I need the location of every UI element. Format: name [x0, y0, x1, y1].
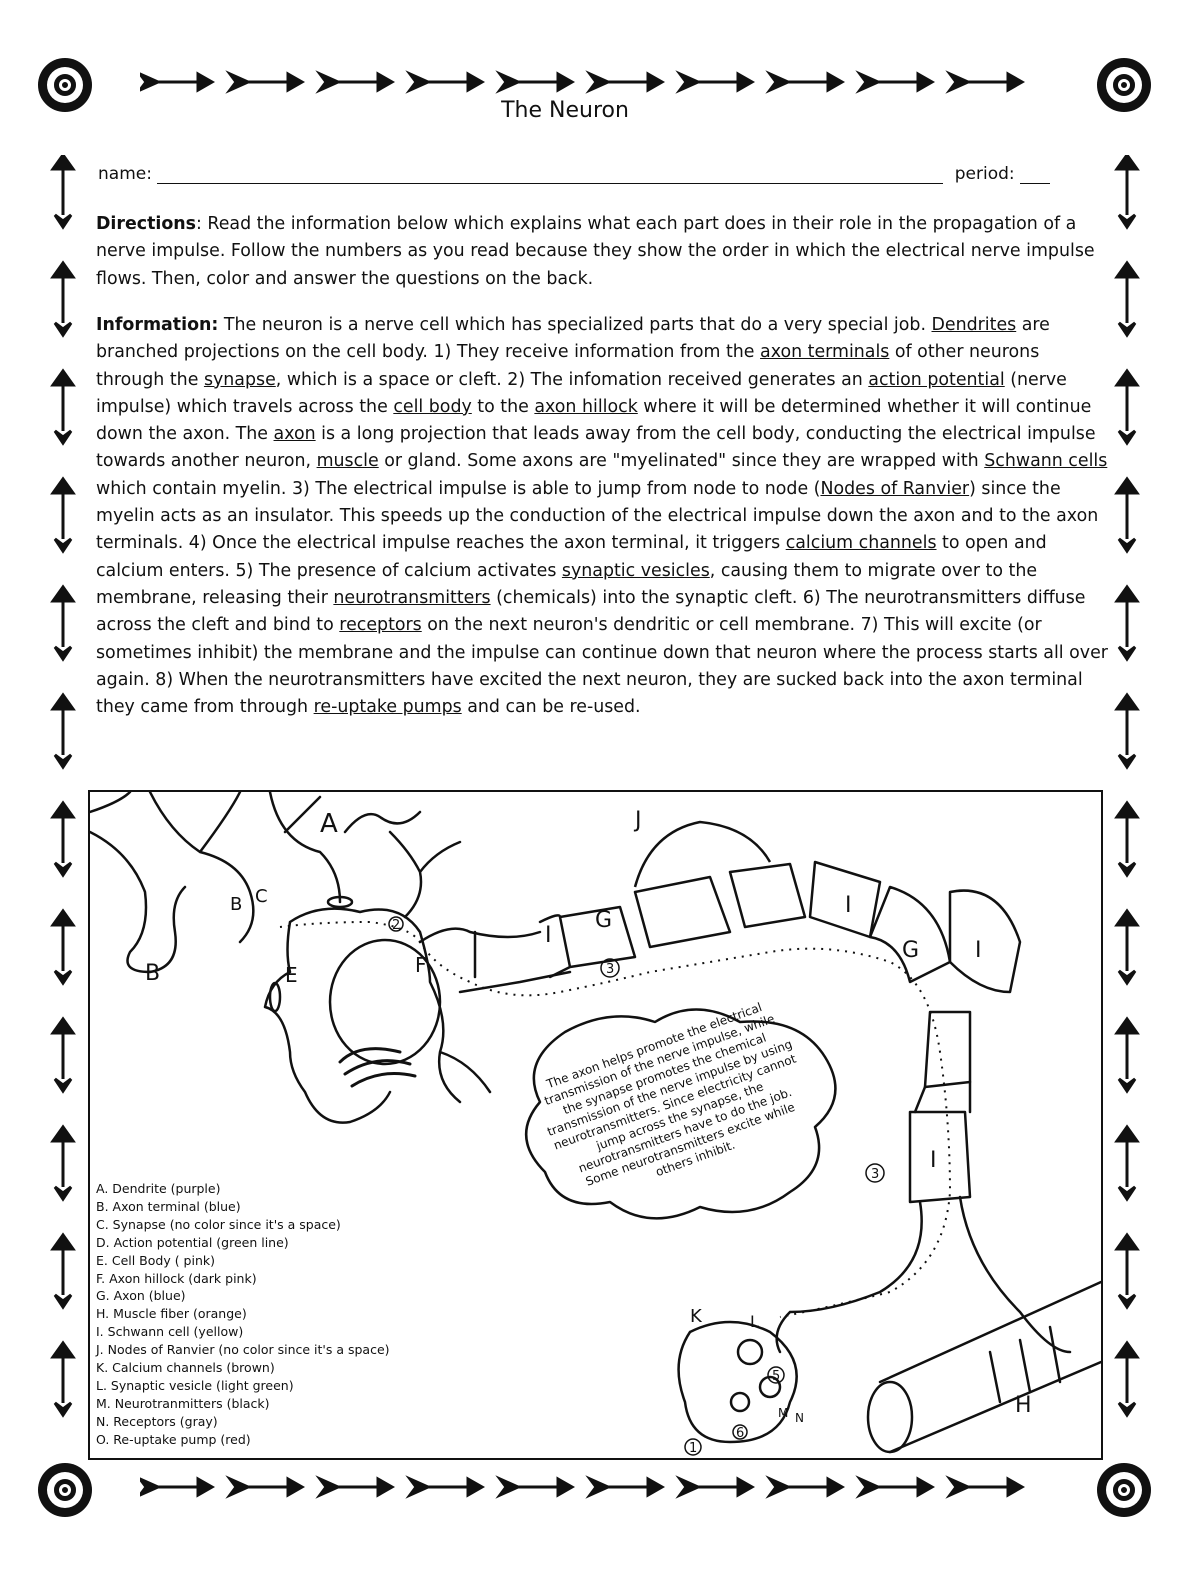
information-text-segment: on the next neuron's dendritic or cell membrane. 7) This will excite (or sometimes inhibit) the membrane and the impulse can continue down that neuron where the process starts all over again. 8) When the neurotransmitters have excited the next neuron, they are sucked back into the axon terminal they came from through: [96, 615, 1108, 718]
arrow-icon: [53, 1019, 73, 1091]
arrow-icon: [1117, 1343, 1137, 1415]
key-term: re-uptake pumps: [313, 697, 462, 718]
dendrite-branch: [285, 797, 460, 917]
arrow-border-right: [1112, 155, 1142, 1455]
schwann-cell: [910, 1112, 970, 1202]
information-text-segment: which contain myelin. 3) The electrical impulse is able to jump from node to node (: [96, 478, 821, 499]
period-field[interactable]: [1020, 165, 1050, 184]
arrow-icon: [950, 74, 1022, 90]
information-paragraph: [96, 312, 1112, 721]
arrow-icon: [53, 587, 73, 659]
information-text-segment: of other neurons through the: [96, 342, 1040, 390]
page-title: The Neuron: [501, 98, 629, 123]
diagram-label-i3: I: [975, 938, 982, 963]
information-text-segment: The neuron is a nerve cell which has specialized parts that do a very special job.: [218, 315, 932, 335]
legend-item: I. Schwann cell (yellow): [96, 1324, 244, 1340]
information-text-segment: , which is a space or cleft. 2) The infomation received generates an: [275, 369, 869, 390]
key-term: synapse: [203, 369, 276, 390]
diagram-number-3b: 3: [871, 1167, 880, 1182]
period-label: period:: [954, 164, 1015, 184]
diagram-label-g2: G: [902, 938, 920, 963]
bubble-text: The axon helps promote the electrical transmission of the nerve impulse, while the synapse promotes the chemical transmission of the nerve impulse by using neurotransmitters. Since electricity cannot jump across the synapse, the neurotransmitters have to do the job. Some neurotransmitters excite while others inhibit.: [542, 1000, 798, 1189]
legend-item: F. Axon hillock (dark pink): [96, 1270, 257, 1286]
arrow-icon: [770, 1479, 842, 1495]
key-term: calcium channels: [785, 533, 937, 554]
information-text-segment: to the: [471, 396, 535, 417]
arrow-icon: [1117, 911, 1137, 983]
arrow-icon: [230, 74, 302, 90]
diagram-label-c: C: [255, 886, 268, 907]
diagram-label-g1: G: [595, 908, 613, 933]
information-text-segment: is a long projection that leads away from the cell body, conducting the electrical impulse towards another neuron,: [96, 424, 1096, 472]
legend-item: C. Synapse (no color since it's a space): [96, 1216, 341, 1232]
legend-item: O. Re-uptake pump (red): [96, 1431, 251, 1447]
arrow-icon: [230, 1479, 302, 1495]
key-term: Dendrites: [931, 315, 1017, 335]
diagram-label-l: L: [750, 1312, 759, 1331]
legend-item: M. Neurotranmitters (black): [96, 1395, 270, 1411]
name-field[interactable]: [157, 165, 943, 184]
diagram-label-k: K: [690, 1306, 702, 1327]
diagram-label-i1: I: [545, 923, 552, 948]
key-term: neurotransmitters: [333, 587, 491, 608]
key-term: axon: [273, 424, 316, 445]
information-label: Information:: [96, 315, 219, 335]
key-term: axon terminals: [760, 342, 890, 363]
information-text-segment: (chemicals) into the synaptic cleft. 6) The neurotransmitters diffuse across the cleft and bind to: [96, 587, 1086, 636]
arrow-icon: [53, 1127, 73, 1199]
diagram-label-b1: B: [145, 961, 161, 986]
arrow-icon: [140, 74, 212, 90]
legend-item: H. Muscle fiber (orange): [96, 1306, 247, 1322]
diagram-number-5: 5: [772, 1369, 781, 1384]
key-term: muscle: [316, 451, 379, 472]
key-term: action potential: [868, 369, 1005, 390]
arrow-icon: [53, 371, 73, 443]
arrow-icon: [680, 74, 752, 90]
diagram-label-a: A: [320, 809, 338, 839]
arrow-icon: [500, 1479, 572, 1495]
information-text-segment: where it will be determined whether it will continue down the axon. The: [96, 396, 1092, 445]
arrow-icon: [1117, 695, 1137, 767]
diagram-label-j: J: [635, 808, 642, 833]
directions-label: Directions: [96, 214, 197, 234]
arrow-icon: [1117, 1127, 1137, 1199]
arrow-icon: [1117, 263, 1137, 335]
information-text-segment: and can be re-used.: [461, 697, 641, 718]
arrow-icon: [53, 911, 73, 983]
diagram-label-n: N: [795, 1411, 804, 1425]
arrow-icon: [1117, 803, 1137, 875]
diagram-number-6: 6: [736, 1426, 745, 1441]
information-text-segment: ) since the myelin acts as an insulator. This speeds up the conduction of the electrical impulse down the axon and to the axon terminals. 4) Once the electrical impulse reaches the axon terminal, it triggers: [96, 478, 1099, 554]
information-text-segment: to open and calcium enters. 5) The presence of calcium activates: [96, 533, 1047, 581]
arrow-icon: [53, 695, 73, 767]
key-term: cell body: [393, 396, 472, 417]
diagram-label-b2: B: [230, 894, 243, 915]
key-term: Schwann cells: [984, 451, 1108, 472]
schwann-cell: [730, 864, 805, 927]
diagram-number-1: 1: [689, 1441, 698, 1456]
information-text-segment: are branched projections on the cell body. 1) They receive information from the: [96, 315, 1050, 363]
corner-target-icon-bottom-left: [38, 1463, 92, 1517]
muscle-fiber: [880, 1282, 1101, 1452]
schwann-cell: [925, 1012, 970, 1087]
key-term: synaptic vesicles: [561, 560, 710, 581]
arrow-icon: [590, 1479, 662, 1495]
diagram-label-e: E: [285, 963, 298, 987]
arrow-icon: [860, 1479, 932, 1495]
arrow-icon: [320, 74, 392, 90]
arrow-icon: [500, 74, 572, 90]
arrow-icon: [53, 263, 73, 335]
arrow-icon: [590, 74, 662, 90]
arrow-icon: [1117, 1019, 1137, 1091]
arrow-icon: [410, 1479, 482, 1495]
arrow-icon: [1117, 479, 1137, 551]
key-term: Nodes of Ranvier: [820, 478, 970, 499]
arrow-icon: [680, 1479, 752, 1495]
key-term: axon hillock: [534, 396, 638, 417]
corner-target-icon-bottom-right: [1097, 1463, 1151, 1517]
schwann-cell: [950, 891, 1020, 992]
legend-item: N. Receptors (gray): [96, 1413, 218, 1429]
directions-paragraph: [96, 211, 1112, 293]
diagram-number-3a: 3: [606, 962, 615, 977]
diagram-label-m: M: [778, 1406, 789, 1420]
information-text-segment: , causing them to migrate over to the membrane, releasing their: [96, 560, 1038, 608]
arrow-icon: [860, 74, 932, 90]
legend-item: E. Cell Body ( pink): [96, 1252, 216, 1268]
arrow-icon: [320, 1479, 392, 1495]
arrow-border-bottom: [140, 1475, 1060, 1499]
arrow-icon: [53, 479, 73, 551]
arrow-border-left: [48, 155, 78, 1455]
arrow-icon: [1117, 587, 1137, 659]
arrow-icon: [950, 1479, 1022, 1495]
arrow-icon: [1117, 155, 1137, 227]
arrow-icon: [53, 803, 73, 875]
arrow-icon: [53, 1235, 73, 1307]
diagram-label-h: H: [1015, 1393, 1032, 1418]
legend-item: A. Dendrite (purple): [96, 1181, 221, 1196]
legend-list: [96, 1180, 390, 1449]
arrow-icon: [1117, 1235, 1137, 1307]
information-text-segment: (nerve impulse) which travels across the: [96, 369, 1067, 417]
directions-text: : Read the information below which explains what each part does in their role in the propagation of a nerve impulse. Follow the numbers as you read because they show the order in which the electrical nerve impulse flows. Then, color and answer the questions on the back.: [96, 214, 1095, 289]
arrow-border-top: [140, 70, 1060, 94]
legend-item: B. Axon terminal (blue): [96, 1198, 241, 1214]
legend-item: K. Calcium channels (brown): [96, 1360, 275, 1376]
arrow-icon: [140, 1479, 212, 1495]
diagram-label-f: F: [415, 953, 427, 977]
diagram-label-i2: I: [845, 893, 852, 918]
name-period-row: [98, 164, 1078, 184]
legend-item: G. Axon (blue): [96, 1288, 186, 1304]
arrow-icon: [53, 155, 73, 227]
dendrite-branch: [90, 792, 340, 972]
legend-item: D. Action potential (green line): [96, 1234, 289, 1250]
arrow-icon: [410, 74, 482, 90]
information-text: [96, 315, 1108, 717]
arrow-icon: [53, 1343, 73, 1415]
legend-item: J. Nodes of Ranvier (no color since it's a space): [96, 1342, 390, 1358]
arrow-icon: [770, 74, 842, 90]
diagram-number-2: 2: [392, 918, 401, 933]
schwann-cell: [870, 887, 950, 982]
diagram-label-i4: I: [930, 1148, 937, 1173]
information-text-segment: or gland. Some axons are "myelinated" since they are wrapped with: [378, 451, 985, 472]
name-label: name:: [98, 164, 152, 184]
key-term: receptors: [339, 615, 422, 636]
schwann-cell: [635, 877, 730, 947]
arrow-icon: [1117, 371, 1137, 443]
legend-item: L. Synaptic vesicle (light green): [96, 1377, 294, 1393]
